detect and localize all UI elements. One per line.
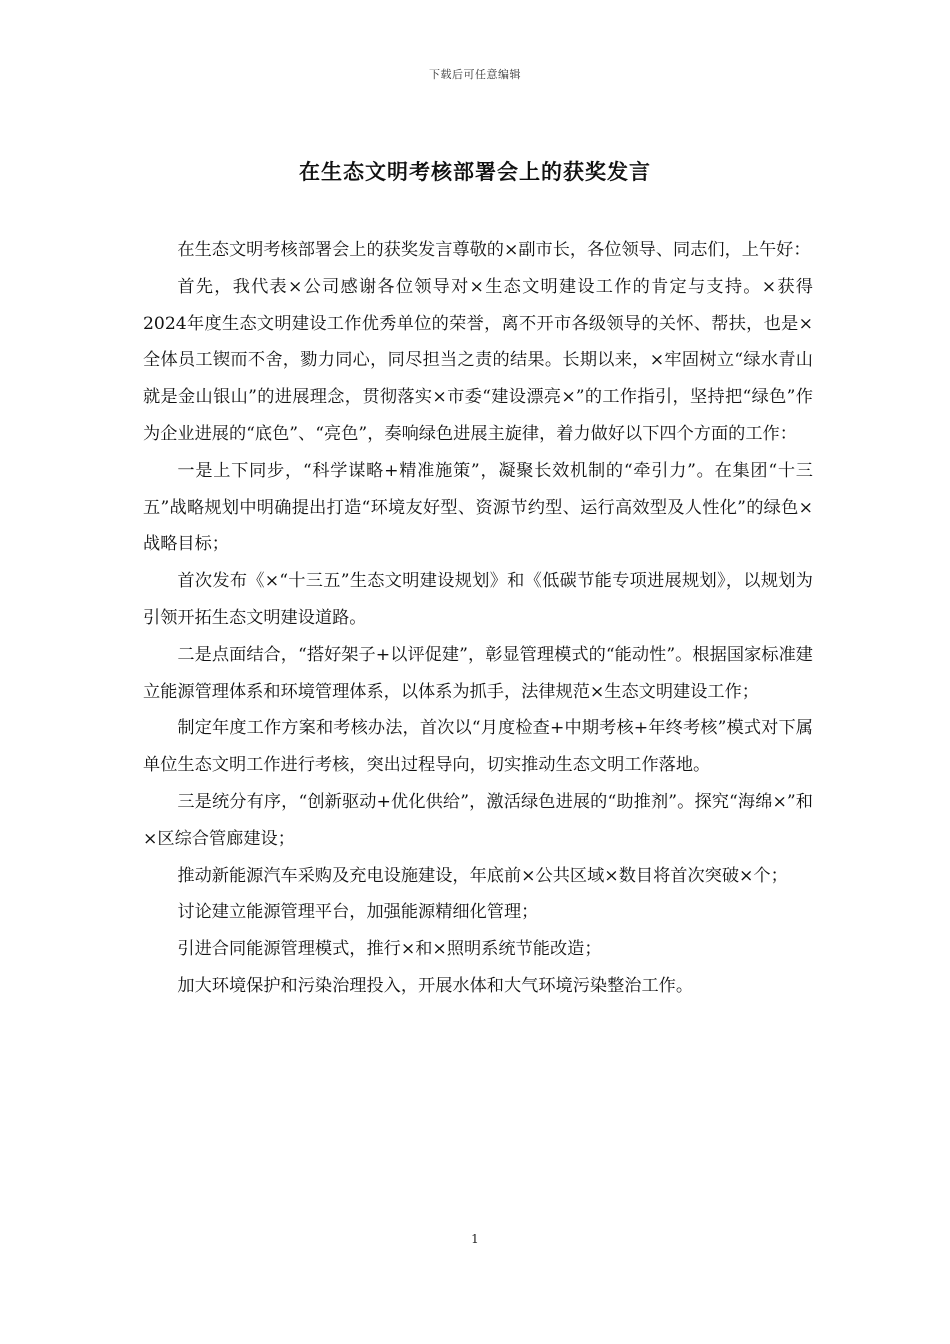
paragraph: 加大环境保护和污染治理投入，开展水体和大气环境污染整治工作。 bbox=[177, 975, 694, 996]
document-title: 在生态文明考核部署会上的获奖发言 bbox=[299, 159, 651, 184]
paragraph: 三是统分有序，“创新驱动+优化供给”，激活绿色进展的“助推剂”。探究“海绵×”和×区综合管廊建设； bbox=[143, 791, 813, 849]
paragraph: 推动新能源汽车采购及充电设施建设，年底前×公共区域×数目将首次突破×个； bbox=[177, 865, 788, 886]
document-body bbox=[143, 232, 813, 1005]
paragraph: 讨论建立能源管理平台，加强能源精细化管理； bbox=[177, 902, 539, 923]
paragraph: 首先，我代表×公司感谢各位领导对×生态文明建设工作的肯定与支持。×获得2024年度生态文明建设工作优秀单位的荣誉，离不开市各级领导的关怀、帮扶，也是×全体员工锲而不舍，勠力同心，同尽担当之责的结果。长期以来，×牢固树立“绿水青山就是金山银山”的进展理念，贯彻落实×市委“建设漂亮×”的工作指引，坚持把“绿色”作为企业进展的“底色”、“亮色”，奏响绿色进展主旋律，着力做好以下四个方面的工作： bbox=[143, 276, 813, 444]
paragraph: 一是上下同步，“科学谋略+精准施策”，凝聚长效机制的“牵引力”。在集团“十三五”战略规划中明确提出打造“环境友好型、资源节约型、运行高效型及人性化”的绿色×战略目标； bbox=[143, 460, 813, 555]
paragraph: 在生态文明考核部署会上的获奖发言尊敬的×副市长，各位领导、同志们，上午好： bbox=[177, 240, 811, 260]
paragraph: 引进合同能源管理模式，推行×和×照明系统节能改造； bbox=[177, 939, 602, 960]
page-number: 1 bbox=[471, 1232, 479, 1246]
paragraph: 二是点面结合，“搭好架子+以评促建”，彰显管理模式的“能动性”。根据国家标准建立能源管理体系和环境管理体系，以体系为抓手，法律规范×生态文明建设工作； bbox=[143, 644, 813, 702]
paragraph: 制定年度工作方案和考核办法，首次以“月度检查+中期考核+年终考核”模式对下属单位生态文明工作进行考核，突出过程导向，切实推动生态文明工作落地。 bbox=[143, 718, 813, 776]
paragraph: 首次发布《×“十三五”生态文明建设规划》和《低碳节能专项进展规划》，以规划为引领开拓生态文明建设道路。 bbox=[143, 571, 813, 628]
header-note: 下载后可任意编辑 bbox=[429, 68, 521, 81]
